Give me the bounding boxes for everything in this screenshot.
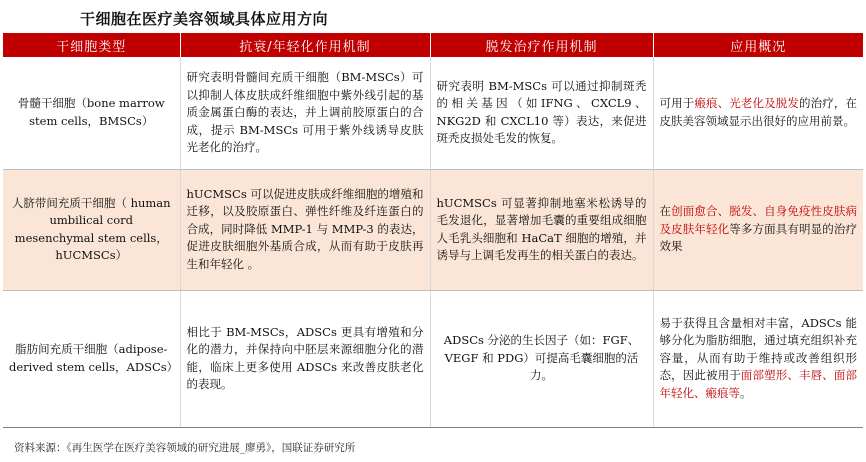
table-row <box>3 290 863 427</box>
header-stem-cell-type: 干细胞类型 <box>3 33 180 57</box>
hairloss-mechanism-cell: 研究表明 BM-MSCs 可以通过抑制斑秃的相关基因（如IFNG、CXCL9、NKG2D 和 CXCL10 等）表达，来促进斑秃皮损处毛发的恢复。 <box>430 57 653 169</box>
page-title: 干细胞在医疗美容领域具体应用方向 <box>80 10 329 28</box>
stem-cell-type-cell: 人脐带间充质干细胞（ human umbilical cord mesenchymal stem cells，hUCMSCs） <box>3 169 180 290</box>
stem-cell-table <box>3 33 863 428</box>
table-row <box>3 169 863 290</box>
antiaging-mechanism-cell: 相比于 BM-MSCs，ADSCs 更具有增殖和分化的潜力，并保持向中胚层来源细胞分化的潜能，临床上更多使用 ADSCs 来改善皮肤老化的表现。 <box>180 290 430 427</box>
table-header-row <box>3 33 863 57</box>
overview-highlight: 瘢痕、光老化及脱发 <box>694 96 799 111</box>
application-overview-cell <box>653 290 863 427</box>
antiaging-mechanism-cell: 研究表明骨髓间充质干细胞（BM-MSCs）可以抑制人体皮肤成纤维细胞中紫外线引起的基质金属蛋白酶的表达，并上调前胶原蛋白的合成，提示 BM-MSCs 可用于紫外线诱导皮肤光老化的治疗。 <box>180 57 430 169</box>
table-row <box>3 57 863 169</box>
stem-cell-type-cell: 骨髓干细胞（bone marrow stem cells，BMSCs） <box>3 57 180 169</box>
header-application-overview: 应用概况 <box>653 33 863 57</box>
hairloss-mechanism-cell: ADSCs 分泌的生长因子（如：FGF、VEGF 和 PDG）可提高毛囊细胞的活力。 <box>430 290 653 427</box>
stem-cell-type-cell: 脂肪间充质干细胞（adipose-derived stem cells，ADSCs） <box>3 290 180 427</box>
overview-highlight: 创面愈合、脱发、自身免疫性皮肤病及皮肤年轻化 <box>659 204 857 236</box>
application-overview-cell <box>653 57 863 169</box>
overview-text: 易于获得且含量相对丰富，ADSCs 能够分化为脂肪细胞，通过填充组织补充容量，从而有助于维持或改善组织形态，因此被用于 <box>659 315 857 383</box>
header-hairloss-mechanism: 脱发治疗作用机制 <box>430 33 653 57</box>
overview-text: 在 <box>659 204 672 219</box>
overview-highlight: 面部塑形、丰唇、面部年轻化、瘢痕等 <box>659 368 857 400</box>
overview-text: 。 <box>740 385 752 400</box>
overview-text: 的治疗，在皮肤美容领域显示出很好的应用前景。 <box>659 96 857 128</box>
source-note: 资料来源：《再生医学在医疗美容领域的研究进展_廖勇》，国联证券研究所 <box>14 442 356 454</box>
overview-text: 可用于 <box>659 96 695 111</box>
header-antiaging-mechanism: 抗衰/年轻化作用机制 <box>180 33 430 57</box>
application-overview-cell <box>653 169 863 290</box>
overview-text: 等多方面具有明显的治疗效果 <box>659 221 857 254</box>
hairloss-mechanism-cell: hUCMSCs 可显著抑制地塞米松诱导的毛发退化，显著增加毛囊的重要组成细胞人毛乳头细胞和 HaCaT 细胞的增殖，并诱导与上调毛发再生的相关蛋白的表达。 <box>430 169 653 290</box>
antiaging-mechanism-cell: hUCMSCs 可以促进皮肤成纤维细胞的增殖和迁移，以及胶原蛋白、弹性纤维及纤连蛋白的合成，同时降低 MMP-1 与 MMP-3 的表达，促进皮肤细胞外基质合成，从而有助于皮肤再生和年轻化 。 <box>180 169 430 290</box>
